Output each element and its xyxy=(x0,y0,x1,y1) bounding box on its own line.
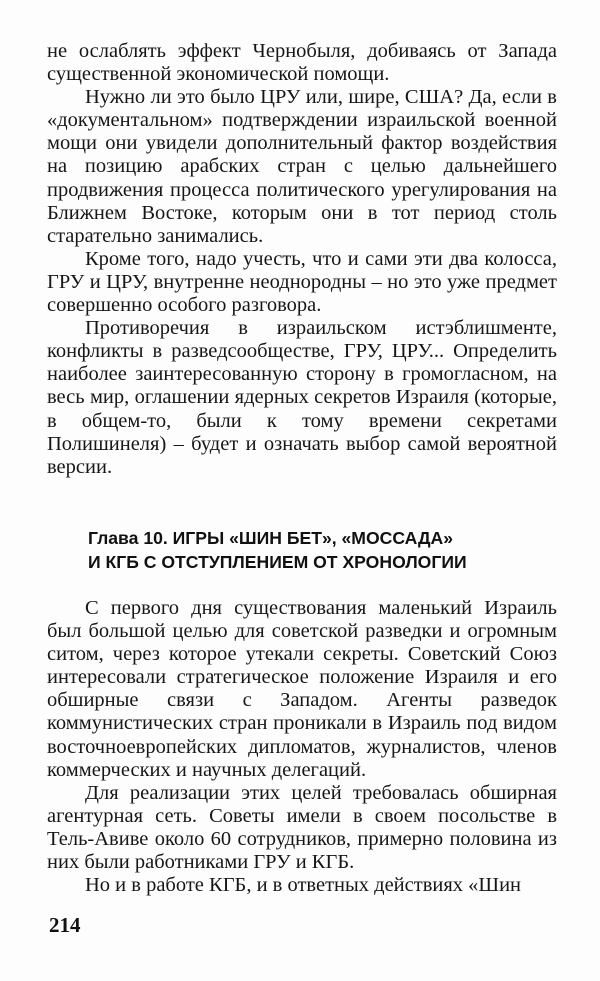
paragraph-continued: не ослаблять эффект Чернобыля, добиваясь от Запада существенной экономической помощи. xyxy=(47,40,557,86)
page-number: 214 xyxy=(49,913,81,937)
chapter-heading-line-1: Глава 10. ИГРЫ «ШИН БЕТ», «МОССАДА» xyxy=(88,528,454,548)
paragraph-continues: Но и в работе КГБ, и в ответных действиях «Шин xyxy=(85,874,522,897)
text-block-top xyxy=(47,40,557,479)
paragraph: Для реализации этих целей требовалась обширная агентурная сеть. Советы имели в своем посольстве в Тель-Авиве около 60 сотрудников, примерно половина из них были работниками ГРУ и КГБ. xyxy=(47,781,557,874)
chapter-heading xyxy=(88,526,558,574)
paragraph: Кроме того, надо учесть, что и сами эти два колосса, ГРУ и ЦРУ, внутренне неоднородны – но это уже предмет совершенно особого разговора. xyxy=(47,247,557,317)
paragraph: Нужно ли это было ЦРУ или, шире, США? Да, если в «документальном» подтверждении израильской военной мощи они увидели дополнительный фактор воздействия на позицию арабских стран с целью дальнейшего продвижения процесса политического урегулирования на Ближнем Востоке, которым они в тот период столь старательно занимались. xyxy=(47,86,557,247)
chapter-heading-line-2: И КГБ С ОТСТУПЛЕНИЕМ ОТ ХРОНОЛОГИИ xyxy=(88,552,467,572)
paragraph: С первого дня существования маленький Израиль был большой целью для советской разведки и огромным ситом, через которое утекали секреты. Советский Союз интересовали стратегическое положение Израиля и его обширные связи с Западом. Агенты разведок коммунистических стран проникали в Израиль под видом восточноевропейских дипломатов, журналистов, членов коммерческих и научных делегаций. xyxy=(47,597,557,781)
paragraph: Противоречия в израильском истэблишменте, конфликты в разведсообществе, ГРУ, ЦРУ... Определить наиболее заинтересованную сторону в громогласном, на весь мир, оглашении ядерных секретов Израиля (которые, в общем-то, были к тому времени секретами Полишинеля) – будет и означать выбор самой вероятной версии. xyxy=(47,317,557,478)
text-block-bottom xyxy=(47,597,557,897)
